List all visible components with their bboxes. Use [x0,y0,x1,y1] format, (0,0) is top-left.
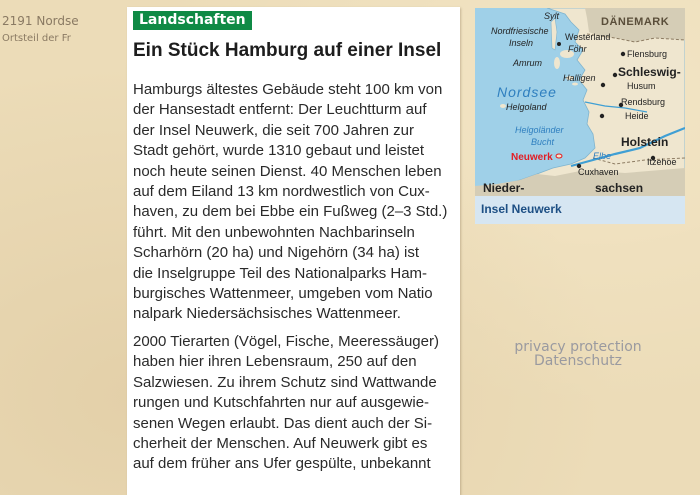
text-line: haven, zu dem bei Ebbe ein Fußweg (2–3 Std.) [133,203,448,221]
map-label-nieder: Nieder- [483,181,525,195]
text-line: senen Wegen erlaubt. Das dient auch der Si- [133,414,433,432]
text-line: der Insel Neuwerk, die seit 700 Jahren zur [133,121,414,139]
text-line: cherheit der Menschen. Auf Neuwerk gibt es [133,434,428,452]
map-label-husum: Husum [627,81,656,91]
city-dot [621,52,625,56]
map-label-nordfriesische: Nordfriesische [491,26,549,36]
headline: Ein Stück Hamburg auf einer Insel [133,40,442,61]
postcard-line-2: Ortsteil der Fr [2,33,71,44]
section-tag: Landschaften [133,11,252,30]
map-label-helgoland: Helgoland [506,102,547,112]
newspaper-clipping [127,7,460,495]
text-line: die Inselgruppe Teil des Nationalparks Ham- [133,264,428,282]
text-line: auf dem Eiland 13 km nordwestlich von Cux- [133,183,430,201]
map-label-amrum: Amrum [513,58,542,68]
text-line: rungen und Kutschfahrten nur auf ausgewie- [133,394,430,412]
map-label-flensburg: Flensburg [627,49,668,59]
text-line: 2000 Tierarten (Vögel, Fische, Meeressäuger) [133,332,439,350]
text-line: Stadt gehört, wurde 1310 gebaut und leistet [133,142,425,160]
city-dot [600,114,604,118]
map-label-inseln: Inseln [509,38,534,48]
map-label-rendsburg: Rendsburg [621,97,666,107]
city-dot [613,73,617,77]
city-dot [557,42,561,46]
map-label-schleswig: Schleswig- [618,65,681,79]
map-label-nordsee: Nordsee [497,84,557,100]
map-label-halligen: Halligen [563,73,596,83]
map-label-itzehoe: Itzehoe [647,157,677,167]
text-line: der Hansestadt entfernt: Der Leuchtturm auf [133,101,427,119]
island-amrum [554,57,560,69]
map-label-helgolaender: Helgoländer [515,125,564,135]
paragraph-1 [133,80,459,325]
island-neuwerk [556,154,562,158]
map-label-westerland: Westerland [565,32,611,42]
regional-map [475,8,685,223]
text-line: Scharhörn (20 ha) und Nigehörn (34 ha) ist [133,244,419,262]
text-line: führt. Mit den unbewohnten Nachbarinseln [133,223,415,241]
map-label-elbe: Elbe [593,151,612,161]
postcard-line-1: 2191 Nordse [2,14,79,28]
text-line: Hamburgs ältestes Gebäude steht 100 km von [133,81,443,98]
privacy-watermark [498,340,658,368]
map-label-bucht: Bucht [531,137,555,147]
text-line: noch heute seinen Dienst. 40 Menschen leben [133,162,442,180]
privacy-line-1: privacy protection [514,339,642,355]
map-label-cuxhaven: Cuxhaven [578,167,619,177]
map-caption: Insel Neuwerk [481,202,562,216]
map-label-sylt: Sylt [544,11,560,21]
text-line: Salzwiesen. Zu ihrem Schutz sind Wattwande [133,373,437,391]
privacy-line-2: Datenschutz [534,353,622,369]
map-label-neuwerk: Neuwerk [511,152,553,163]
map-label-holstein: Holstein [621,135,669,149]
map-label-daenemark: DÄNEMARK [601,16,670,28]
postcard-printed-text [2,12,142,48]
text-line: burgisches Wattenmeer, umgeben vom Natio [133,285,433,303]
article-body [133,80,459,482]
map-caption-bar [475,196,685,224]
text-line: nalpark Niedersächsisches Wattenmeer. [133,305,401,323]
paragraph-2 [133,332,459,475]
text-line: auf dem früher ans Ufer gespülte, unbekannt [133,455,431,473]
map-label-heide: Heide [625,111,649,121]
map-label-sachsen: sachsen [595,181,644,195]
text-line: haben hier ihren Lebensraum, 250 auf den [133,353,417,371]
city-dot [601,83,605,87]
map-label-foehr: Föhr [568,44,587,54]
